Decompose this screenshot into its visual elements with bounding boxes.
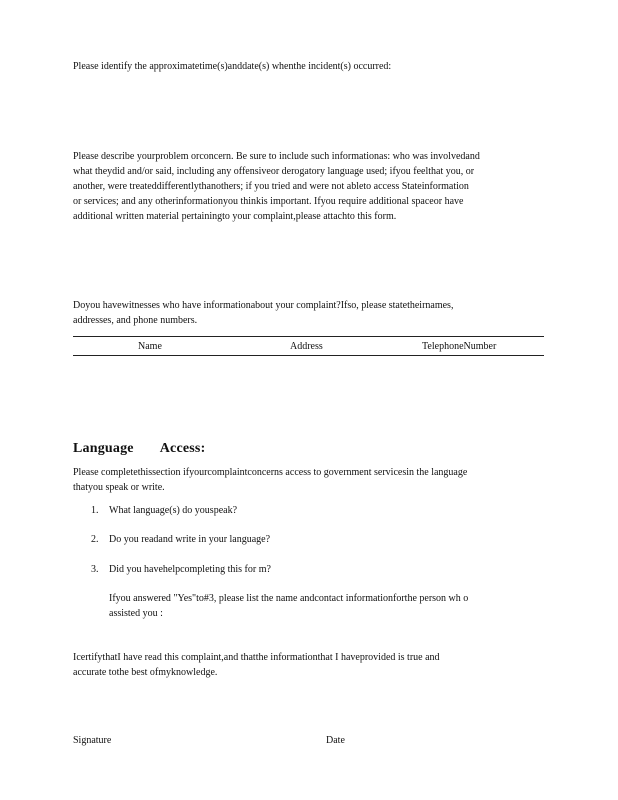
incident-time-prompt: Please identify the approximatetime(s)anddate(s) whenthe incident(s) occurred: — [73, 61, 392, 72]
language-access-heading — [73, 441, 205, 457]
question-number: 3. — [91, 564, 99, 575]
heading-word: Access: — [159, 441, 206, 456]
question-text: Do you readand write in your language? — [109, 534, 271, 545]
witnesses-line: addresses, and phone numbers. — [73, 315, 198, 326]
intro-line: thatyou speak or write. — [73, 482, 165, 493]
problem-line: what theydid and/or said, including any offensiveor derogatory language used; ifyou feelthat you, or — [73, 166, 475, 177]
intro-line: Please completethissection ifyourcomplaintconcerns access to government servicesin the language — [73, 467, 468, 478]
witnesses-paragraph — [73, 298, 543, 328]
problem-line: Please describe yourproblem orconcern. Be sure to include such informationas: who was involvedand — [73, 151, 480, 162]
witness-table-bottom-rule — [73, 355, 544, 356]
witness-table-top-rule — [73, 336, 544, 337]
certification-line: accurate tothe best ofmyknowledge. — [73, 667, 218, 678]
problem-line: another, were treateddifferentlythanothers; if you tried and were not ableto access Stateinformation — [73, 181, 469, 192]
witness-column-telephone: TelephoneNumber — [422, 341, 497, 352]
certification-paragraph — [73, 650, 543, 680]
witness-column-address: Address — [290, 341, 323, 352]
question-text: What language(s) do youspeak? — [109, 505, 238, 516]
problem-line: additional written material pertainingto your complaint,please attachto this form. — [73, 211, 397, 222]
followup-line: Ifyou answered "Yes"to#3, please list the name andcontact informationforthe person wh o — [109, 593, 469, 604]
heading-word: Language — [73, 441, 134, 456]
followup-line: assisted you : — [109, 608, 163, 619]
date-label: Date — [326, 735, 345, 746]
question-text: Did you havehelpcompleting this for m? — [109, 564, 271, 575]
witness-column-name: Name — [138, 341, 162, 352]
signature-label: Signature — [73, 735, 112, 746]
problem-description-paragraph — [73, 149, 543, 224]
question-number: 1. — [91, 505, 99, 516]
certification-line: IcertifythatI have read this complaint,and thatthe informationthat I haveprovided is true and — [73, 652, 440, 663]
language-access-intro — [73, 465, 543, 495]
problem-line: or services; and any otherinformationyou thinkis important. Ifyou require additional spaceor have — [73, 196, 464, 207]
witnesses-line: Doyou havewitnesses who have informationabout your complaint?Ifso, please statetheirnames, — [73, 300, 454, 311]
question-number: 2. — [91, 534, 99, 545]
